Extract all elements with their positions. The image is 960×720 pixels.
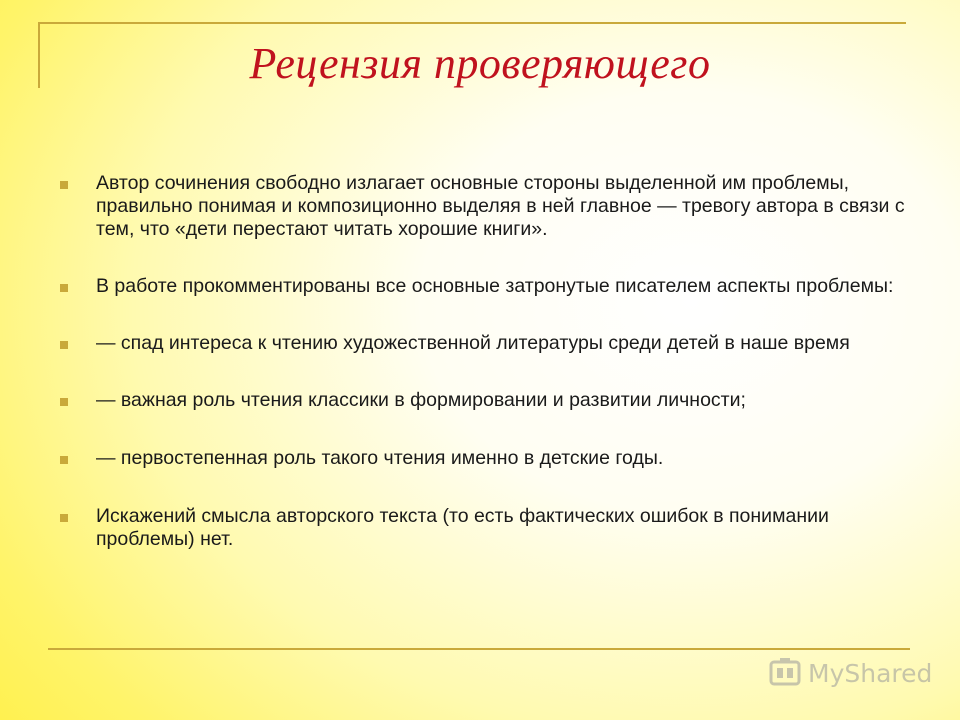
bullet-square-icon: [60, 284, 68, 292]
bottom-rule: [48, 648, 910, 650]
bullet-text: — первостепенная роль такого чтения именно в детские годы.: [96, 447, 664, 469]
bullet-item: [58, 332, 908, 355]
bullet-item: [58, 505, 908, 551]
top-rule: [38, 22, 906, 24]
myshared-logo-icon: [768, 656, 802, 690]
bullet-text: Искажений смысла авторского текста (то есть фактических ошибок в понимании проблемы) нет.: [96, 505, 829, 550]
watermark: [768, 656, 932, 690]
bullet-square-icon: [60, 514, 68, 522]
bullet-item: [58, 275, 908, 298]
bullet-item: [58, 447, 908, 470]
bullet-square-icon: [60, 341, 68, 349]
slide-title: Рецензия проверяющего: [249, 39, 711, 88]
bullet-square-icon: [60, 456, 68, 464]
bullet-text: В работе прокомментированы все основные затронутые писателем аспекты проблемы:: [96, 275, 894, 297]
bullet-text: — спад интереса к чтению художественной литературы среди детей в наше время: [96, 332, 850, 354]
watermark-text: MyShared: [808, 658, 933, 688]
bullet-list: [58, 172, 908, 585]
bullet-item: [58, 389, 908, 412]
bullet-square-icon: [60, 181, 68, 189]
bullet-text: — важная роль чтения классики в формировании и развитии личности;: [96, 389, 746, 411]
bullet-square-icon: [60, 398, 68, 406]
bullet-text: Автор сочинения свободно излагает основные стороны выделенной им проблемы, правильно понимая и композиционно выделяя в ней главное — тревогу автора в связи с тем, что «дети перестают читать хорошие книги».: [96, 172, 905, 240]
bullet-item: [58, 172, 908, 241]
